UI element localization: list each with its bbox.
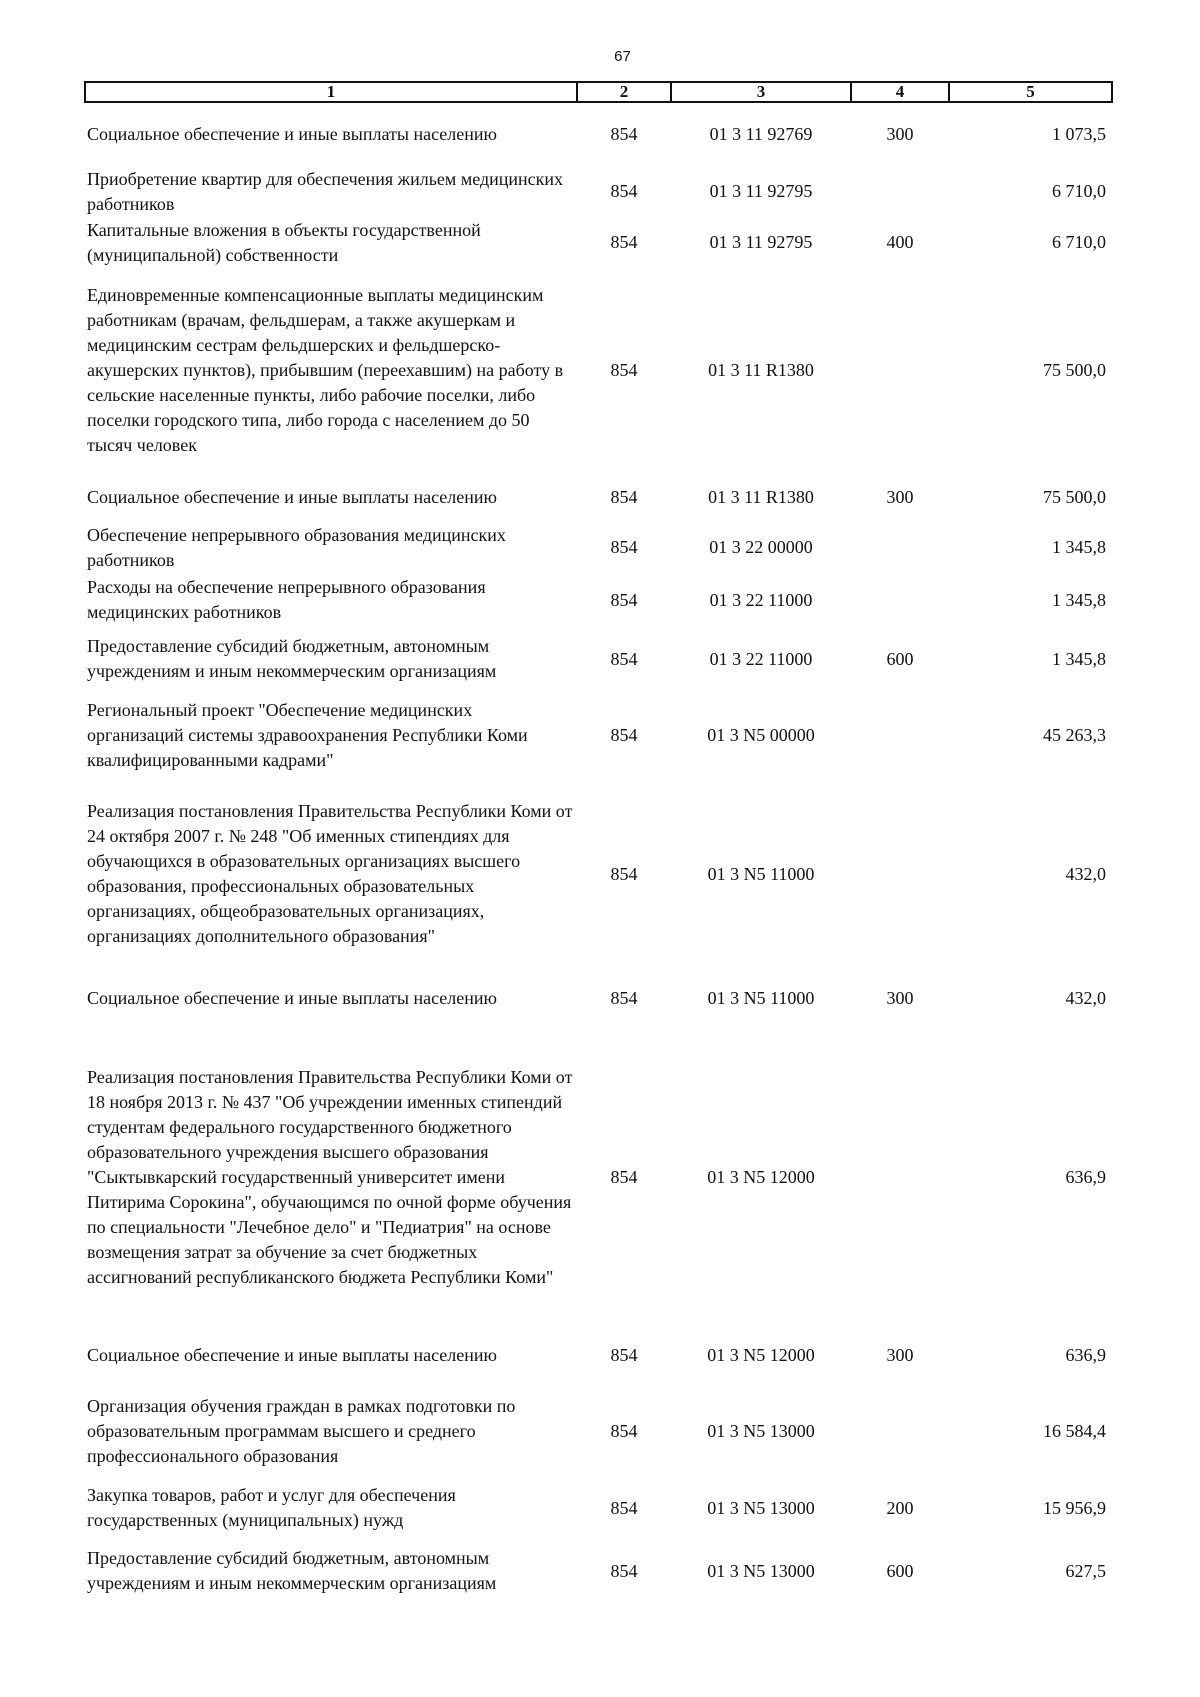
row-csr: 01 3 22 00000 xyxy=(709,537,813,557)
row-amount: 432,0 xyxy=(1065,988,1106,1008)
row-vr xyxy=(851,780,949,968)
row-name: Закупка товаров, работ и услуг для обеспечения государственных (муниципальных) нужд xyxy=(87,1485,456,1530)
row-amount: 636,9 xyxy=(1065,1345,1106,1365)
row-grbs: 854 xyxy=(610,359,638,380)
row-grbs: 854 xyxy=(610,124,638,144)
row-amount: 1 345,8 xyxy=(1052,537,1106,557)
row-vr xyxy=(851,1029,949,1326)
row-vr: 400 xyxy=(886,232,914,252)
row-grbs: 854 xyxy=(610,725,638,745)
row-grbs: 854 xyxy=(610,1420,638,1441)
row-vr xyxy=(851,522,949,573)
table-row xyxy=(85,691,1112,780)
row-vr: 300 xyxy=(886,124,914,144)
row-amount: 75 500,0 xyxy=(1043,359,1106,380)
row-grbs: 854 xyxy=(610,232,638,252)
row-name: Социальное обеспечение и иные выплаты населению xyxy=(87,988,497,1008)
row-grbs: 854 xyxy=(610,1497,638,1518)
row-amount: 16 584,4 xyxy=(1043,1420,1106,1441)
row-amount: 636,9 xyxy=(1065,1167,1106,1187)
table-row xyxy=(85,1326,1112,1385)
header-row xyxy=(85,82,1112,102)
row-csr: 01 3 22 11000 xyxy=(709,589,813,610)
row-csr: 01 3 N5 13000 xyxy=(707,1497,815,1518)
table-row xyxy=(85,573,1112,627)
row-name: Организация обучения граждан в рамках подготовки по образовательным программам высшего и среднего профессионального образования xyxy=(87,1395,516,1466)
row-csr: 01 3 N5 13000 xyxy=(707,1560,815,1581)
row-grbs: 854 xyxy=(610,1345,638,1365)
row-name: Приобретение квартир для обеспечения жильем медицинских работников xyxy=(87,168,564,214)
row-name: Социальное обеспечение и иные выплаты населению xyxy=(87,1345,497,1365)
row-name: Реализация постановления Правительства Республики Коми от 24 октября 2007 г. № 248 "Об именных стипендиях для обучающихся в образовательных организациях высшего образования, профессиональных образовательных организациях, общеобразовательных организациях, организациях дополнительного образования" xyxy=(87,801,573,946)
row-amount: 627,5 xyxy=(1065,1560,1106,1581)
row-grbs: 854 xyxy=(610,589,638,610)
row-amount: 1 345,8 xyxy=(1052,589,1106,610)
row-csr: 01 3 N5 11000 xyxy=(707,988,815,1008)
row-name: Региональный проект "Обеспечение медицинских организаций системы здравоохранения Республики Коми квалифицированными кадрами" xyxy=(87,700,528,770)
row-grbs: 854 xyxy=(610,486,638,507)
row-vr: 300 xyxy=(886,1345,914,1365)
row-csr: 01 3 N5 12000 xyxy=(707,1345,815,1365)
header-col-5: 5 xyxy=(949,82,1112,102)
row-name: Социальное обеспечение и иные выплаты населению xyxy=(87,124,497,144)
row-csr: 01 3 11 92795 xyxy=(709,181,813,201)
row-grbs: 854 xyxy=(610,648,638,669)
table-row xyxy=(85,522,1112,573)
table-row xyxy=(85,102,1112,166)
header-col-2: 2 xyxy=(577,82,671,102)
row-name: Расходы на обеспечение непрерывного образования медицинских работников xyxy=(87,577,486,622)
row-amount: 6 710,0 xyxy=(1052,232,1106,252)
table-row xyxy=(85,1477,1112,1539)
row-csr: 01 3 N5 12000 xyxy=(707,1167,815,1187)
row-vr xyxy=(851,573,949,627)
row-csr: 01 3 11 92769 xyxy=(709,124,813,144)
row-grbs: 854 xyxy=(610,537,638,557)
row-amount: 1 073,5 xyxy=(1052,124,1106,144)
row-amount: 432,0 xyxy=(1065,863,1106,884)
row-vr: 300 xyxy=(886,988,914,1008)
row-grbs: 854 xyxy=(610,1560,638,1581)
table-row xyxy=(85,166,1112,217)
row-grbs: 854 xyxy=(610,988,638,1008)
table-row xyxy=(85,627,1112,691)
table-row xyxy=(85,1385,1112,1477)
row-vr xyxy=(851,166,949,217)
row-csr: 01 3 11 92795 xyxy=(709,232,813,252)
row-name: Предоставление субсидий бюджетным, автономным учреждениям и иным некоммерческим организациям xyxy=(87,1548,497,1593)
header-col-1: 1 xyxy=(85,82,577,102)
row-name: Обеспечение непрерывного образования медицинских работников xyxy=(87,524,506,570)
row-csr: 01 3 N5 13000 xyxy=(707,1420,815,1441)
row-vr xyxy=(851,268,949,472)
row-name: Реализация постановления Правительства Республики Коми от 18 ноября 2013 г. № 437 "Об учреждении именных стипендий студентам федерального государственного бюджетного образовательного учреждения высшего образования "Сыктывкарский государственный университет имени Питирима Сорокина", обучающимся по очной форме обучения по специальности "Лечебное дело" и "Педиатрия" на основе возмещения затрат за обучение за счет бюджетных ассигнований республиканского бюджета Республики Коми" xyxy=(87,1067,573,1287)
row-csr: 01 3 N5 00000 xyxy=(707,725,815,745)
row-vr: 600 xyxy=(886,1560,914,1581)
row-amount: 45 263,3 xyxy=(1043,725,1106,745)
row-amount: 75 500,0 xyxy=(1043,486,1106,507)
table-row xyxy=(85,1539,1112,1603)
row-vr: 300 xyxy=(886,486,914,507)
row-csr: 01 3 11 R1380 xyxy=(708,486,814,507)
row-grbs: 854 xyxy=(610,863,638,884)
row-name: Капитальные вложения в объекты государственной (муниципальной) собственности xyxy=(87,219,481,265)
row-vr: 200 xyxy=(886,1497,914,1518)
row-csr: 01 3 22 11000 xyxy=(709,648,813,669)
table-row xyxy=(85,1029,1112,1326)
row-grbs: 854 xyxy=(610,181,638,201)
table-row xyxy=(85,268,1112,472)
header-col-4: 4 xyxy=(851,82,949,102)
row-vr xyxy=(851,1385,949,1477)
header-col-3: 3 xyxy=(671,82,851,102)
row-vr: 600 xyxy=(886,648,914,669)
row-amount: 6 710,0 xyxy=(1052,181,1106,201)
row-amount: 1 345,8 xyxy=(1052,648,1106,669)
row-csr: 01 3 N5 11000 xyxy=(707,863,815,884)
row-name: Предоставление субсидий бюджетным, автономным учреждениям и иным некоммерческим организациям xyxy=(87,636,497,681)
row-name: Единовременные компенсационные выплаты медицинским работникам (врачам, фельдшерам, а также акушеркам и медицинским сестрам фельдшерских и фельдшерско-акушерских пунктов), прибывшим (переехавшим) на работу в сельские населенные пункты, либо рабочие поселки, либо поселки городского типа, либо города с населением до 50 тысяч человек xyxy=(87,284,564,455)
row-grbs: 854 xyxy=(610,1167,638,1187)
page-number: 67 xyxy=(614,48,631,65)
row-csr: 01 3 11 R1380 xyxy=(708,359,814,380)
budget-table xyxy=(84,81,1113,1603)
row-amount: 15 956,9 xyxy=(1043,1497,1106,1518)
table-row xyxy=(85,217,1112,268)
row-name: Социальное обеспечение и иные выплаты населению xyxy=(87,486,497,507)
table-row xyxy=(85,780,1112,968)
table-row xyxy=(85,472,1112,522)
row-vr xyxy=(851,691,949,780)
table-row xyxy=(85,968,1112,1029)
